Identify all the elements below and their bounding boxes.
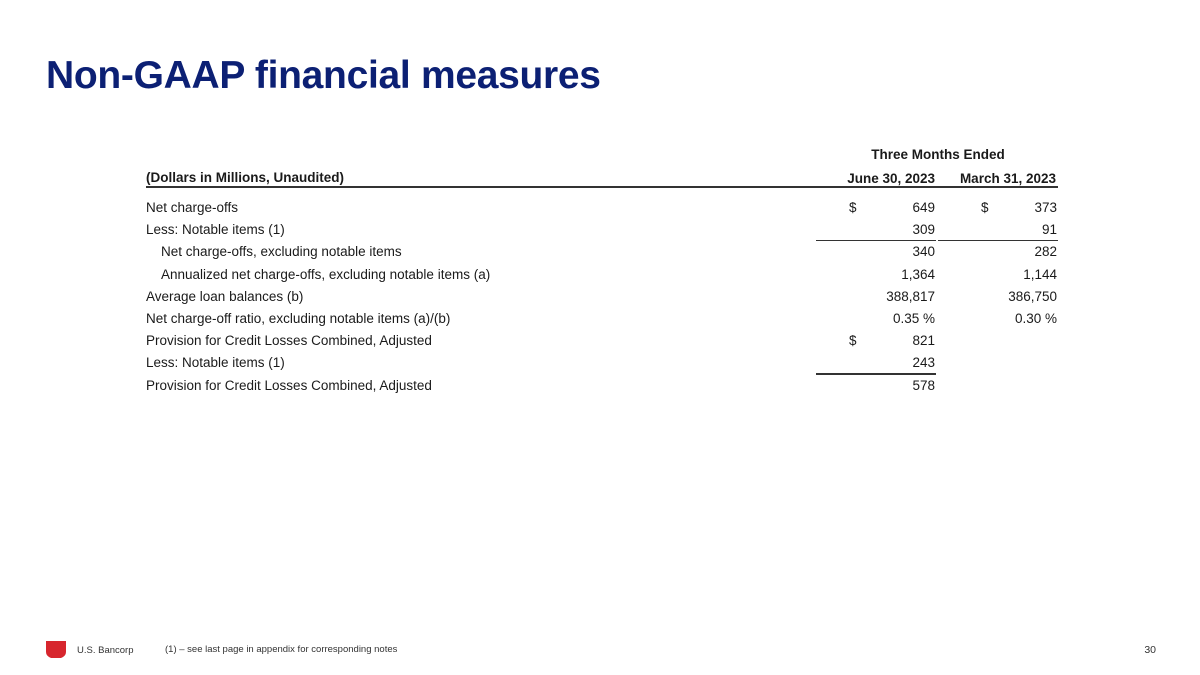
row-label: Net charge-offs bbox=[146, 200, 239, 215]
footer-note: (1) – see last page in appendix for corresponding notes bbox=[165, 644, 398, 655]
cell-march-2023: 373 bbox=[1034, 200, 1057, 215]
header-divider bbox=[146, 186, 1058, 188]
cell-march-2023: 386,750 bbox=[1008, 288, 1057, 304]
row-label: Less: Notable items (1) bbox=[146, 222, 285, 238]
column-header-march-2023: March 31, 2023 bbox=[959, 171, 1056, 186]
cell-march-2023: 0.30 % bbox=[1014, 310, 1057, 326]
table-row bbox=[146, 308, 1058, 330]
cell-june-2023: 578 bbox=[912, 377, 935, 393]
cell-june-2023: 243 bbox=[912, 355, 935, 371]
shield-icon bbox=[46, 641, 66, 658]
cell-june-2023: 649 bbox=[912, 200, 935, 215]
cell-june-2023: 1,364 bbox=[901, 266, 935, 282]
table-row bbox=[146, 219, 1058, 241]
cell-march-2023: 282 bbox=[1034, 244, 1057, 260]
row-label: Average loan balances (b) bbox=[146, 288, 304, 304]
table-row bbox=[146, 375, 1058, 397]
page-title: Non-GAAP financial measures bbox=[46, 54, 601, 97]
column-header-june-2023: June 30, 2023 bbox=[847, 171, 935, 186]
cell-june-2023: 340 bbox=[912, 244, 935, 260]
row-label: Provision for Credit Losses Combined, Adjusted bbox=[146, 333, 432, 349]
row-label: Net charge-offs, excluding notable items bbox=[161, 244, 402, 260]
row-label: Annualized net charge-offs, excluding notable items (a) bbox=[161, 266, 491, 282]
cell-june-2023: 388,817 bbox=[886, 288, 935, 304]
cell-june-2023: 821 bbox=[912, 333, 935, 349]
currency-symbol: $ bbox=[849, 200, 857, 215]
cell-june-2023: 309 bbox=[912, 222, 935, 238]
table-row bbox=[146, 352, 1058, 374]
table-row bbox=[146, 286, 1058, 308]
table-row bbox=[146, 241, 1058, 263]
row-label: Provision for Credit Losses Combined, Adjusted bbox=[146, 377, 432, 393]
units-label: (Dollars in Millions, Unaudited) bbox=[146, 170, 345, 185]
currency-symbol: $ bbox=[849, 333, 857, 349]
page-number: 30 bbox=[1144, 644, 1156, 656]
footer-company: U.S. Bancorp bbox=[77, 645, 134, 656]
table-row bbox=[146, 197, 1058, 219]
table-row bbox=[146, 330, 1058, 352]
period-header: Three Months Ended bbox=[871, 147, 1005, 162]
cell-june-2023: 0.35 % bbox=[892, 310, 935, 326]
cell-march-2023: 1,144 bbox=[1023, 266, 1057, 282]
row-label: Net charge-off ratio, excluding notable items (a)/(b) bbox=[146, 310, 451, 326]
table-row bbox=[146, 264, 1058, 286]
cell-march-2023: 91 bbox=[1041, 222, 1057, 238]
table-body bbox=[146, 197, 1058, 397]
currency-symbol: $ bbox=[981, 200, 989, 215]
row-label: Less: Notable items (1) bbox=[146, 355, 285, 371]
